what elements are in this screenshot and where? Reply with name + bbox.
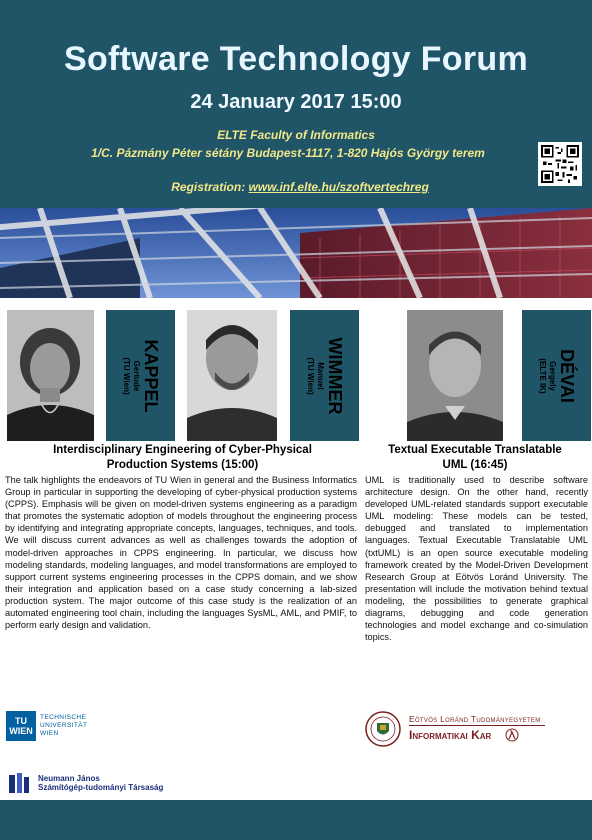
talk-abstract-2: UML is traditionally used to describe software architecture design. On the other hand, recently developed UML-related standards support executable UML modeling: These models can be tested, debugged and translated to implementation languages. Textual Executable Translatable UML (txtUML) is an open source executable modeling framework created by the Model-Driven Development Research Group at Eötvös Loránd University. The presentation will include the motivation behind textual modeling, the possibilities to generate graphical diagrams, debugging and code generation technologies and model exchange and co-simulation topics. [365, 475, 588, 643]
speaker-photo-devai [407, 310, 503, 441]
njszt-emblem-icon [8, 771, 30, 795]
banner-photo [0, 208, 592, 298]
header-band [0, 0, 592, 208]
qr-code-icon[interactable] [538, 142, 582, 186]
tu-wien-mark: TU WIEN [6, 711, 36, 741]
speaker-name-kappel [106, 310, 175, 441]
speaker-affiliation: (ELTE IK) [537, 357, 547, 394]
talk-abstract-1: The talk highlights the endeavors of TU Wien in general and the Business Informatics Group in particular in supporting the developing of cyber-physical production systems (CPPS). Emphasis will be given on model-driven systems engineering as a paradigm that promotes the systematic adoption of models throughout the engineering process by identifying and integrating appropriate concepts, languages, techniques, and tools. We will discuss current advances as well as challenges towards the adoption of model-driven approaches in CPPS engineering. In particular, we discuss how modeling standards, modeling languages, and model transformations are employed to support current systems engineering processes in the CPPS domain, and we show their integration and application based on a case study concerning a lab-sized production system. The major outcome of this case study is the realization of an automated engineering tool chain, including the languages SysML, AML, and PMIF, to perform early design and validation. [5, 475, 357, 631]
venue-name: ELTE Faculty of Informatics [217, 128, 375, 142]
talk-title-1-line1: Interdisciplinary Engineering of Cyber-Physical [53, 444, 312, 456]
speaker-firstname: Manuel [315, 361, 325, 390]
talk-title-1-line2: Production Systems (15:00) [106, 459, 259, 471]
registration-label: Registration: [171, 180, 246, 194]
speaker-name-devai-text [537, 349, 577, 403]
talk-title-2-line2: UML (16:45) [442, 459, 508, 471]
elte-faculty-name: Informatikai Kar [409, 728, 492, 742]
registration [0, 180, 592, 194]
talk-title-1 [5, 443, 360, 473]
speaker-firstname: Gergely [547, 360, 557, 391]
footer-band [0, 800, 592, 840]
njszt-logo [8, 771, 208, 797]
elte-university-name: Eötvös Loránd Tudományegyetem [409, 714, 541, 724]
speaker-name-kappel-text [121, 339, 161, 412]
tu-wien-logo [6, 711, 116, 741]
elte-ik-logo [365, 711, 545, 747]
tu-wien-wordmark [40, 714, 87, 738]
talk-title-2-line1: Textual Executable Translatable [388, 444, 562, 456]
talk-title-2 [362, 443, 588, 473]
speaker-lastname: DÉVAI [556, 348, 577, 403]
speaker-affiliation: (TU Wien) [121, 356, 131, 395]
tu-wien-text-3: WIEN [40, 730, 59, 737]
njszt-name-line2: Számítógép-tudományi Társaság [38, 783, 164, 792]
speaker-firstname: Gertude [131, 360, 141, 391]
elte-seal-icon [365, 711, 401, 747]
speaker-photo-wimmer [187, 310, 277, 441]
elte-divider [409, 725, 545, 726]
registration-link[interactable]: www.inf.elte.hu/szoftvertechreg [248, 180, 429, 194]
speaker-lastname: KAPPEL [140, 338, 161, 413]
tu-wien-text-1: TECHNISCHE [40, 714, 87, 721]
tu-wien-text-2: UNIVERSITÄT [40, 722, 88, 729]
njszt-name-line1: Neumann János [38, 774, 100, 783]
speaker-name-devai [522, 310, 591, 441]
speaker-name-wimmer-text [305, 337, 345, 414]
speaker-lastname: WIMMER [324, 337, 345, 414]
event-date: 24 January 2017 15:00 [190, 91, 402, 113]
venue-address: 1/C. Pázmány Péter sétány Budapest-1117, 1-820 Hajós György terem [91, 146, 485, 160]
event-title: Software Technology Forum [63, 40, 528, 78]
speaker-affiliation: (TU Wien) [305, 356, 315, 395]
lambda-icon [505, 728, 519, 742]
speaker-photo-kappel [7, 310, 94, 441]
speaker-name-wimmer [290, 310, 359, 441]
